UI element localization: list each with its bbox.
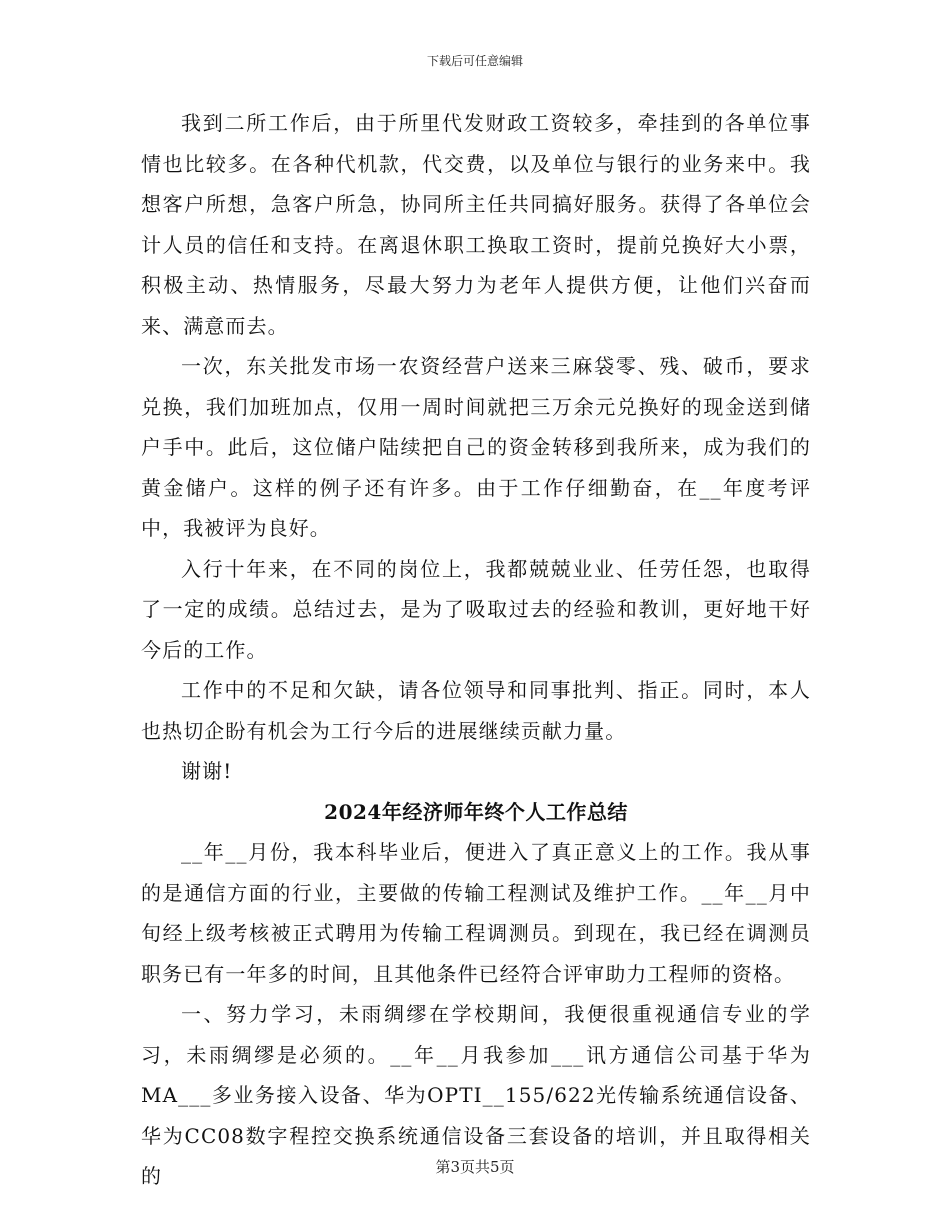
paragraph: 我到二所工作后，由于所里代发财政工资较多，牵挂到的各单位事情也比较多。在各种代机款，代交费，以及单位与银行的业务来中。我想客户所想，急客户所急，协同所主任共同搞好服务。获得了各单位会计人员的信任和支持。在离退休职工换取工资时，提前兑换好大小票，积极主动、热情服务，尽最大努力为老年人提供方便，让他们兴奋而来、满意而去。 (141, 111, 811, 338)
paragraph: 一次，东关批发市场一农资经营户送来三麻袋零、残、破币，要求兑换，我们加班加点，仅用一周时间就把三万余元兑换好的现金送到储户手中。此后，这位储户陆续把自己的资金转移到我所来，成为我们的黄金储户。这样的例子还有许多。由于工作仔细勤奋，在__年度考评中，我被评为良好。 (141, 354, 811, 540)
header-note: 下载后可任意编辑 (426, 54, 523, 68)
section-title: 2024年经济师年终个人工作总结 (324, 799, 628, 824)
document-body (141, 103, 811, 1197)
paragraph: 一、努力学习，未雨绸缪在学校期间，我便很重视通信专业的学习，未雨绸缪是必须的。__年__月我参加___讯方通信公司基于华为MA___多业务接入设备、华为OPTI__155/622光传输系统通信设备、华为CC08数字程控交换系统通信设备三套设备的培训，并且取得相关的 (141, 1002, 811, 1188)
paragraph: 工作中的不足和欠缺，请各位领导和同事批判、指正。同时，本人也热切企盼有机会为工行今后的进展继续贡献力量。 (141, 678, 811, 743)
page-number: 第3页共5页 (435, 1158, 515, 1176)
paragraph: 谢谢! (181, 759, 233, 783)
paragraph: __年__月份，我本科毕业后，便进入了真正意义上的工作。我从事的是通信方面的行业，主要做的传输工程测试及维护工作。__年__月中旬经上级考核被正式聘用为传输工程调测员。到现在，我已经在调测员职务已有一年多的时间，且其他条件已经符合评审助力工程师的资格。 (141, 840, 811, 986)
paragraph: 入行十年来，在不同的岗位上，我都兢兢业业、任劳任怨，也取得了一定的成绩。总结过去，是为了吸取过去的经验和教训，更好地干好今后的工作。 (141, 556, 811, 662)
